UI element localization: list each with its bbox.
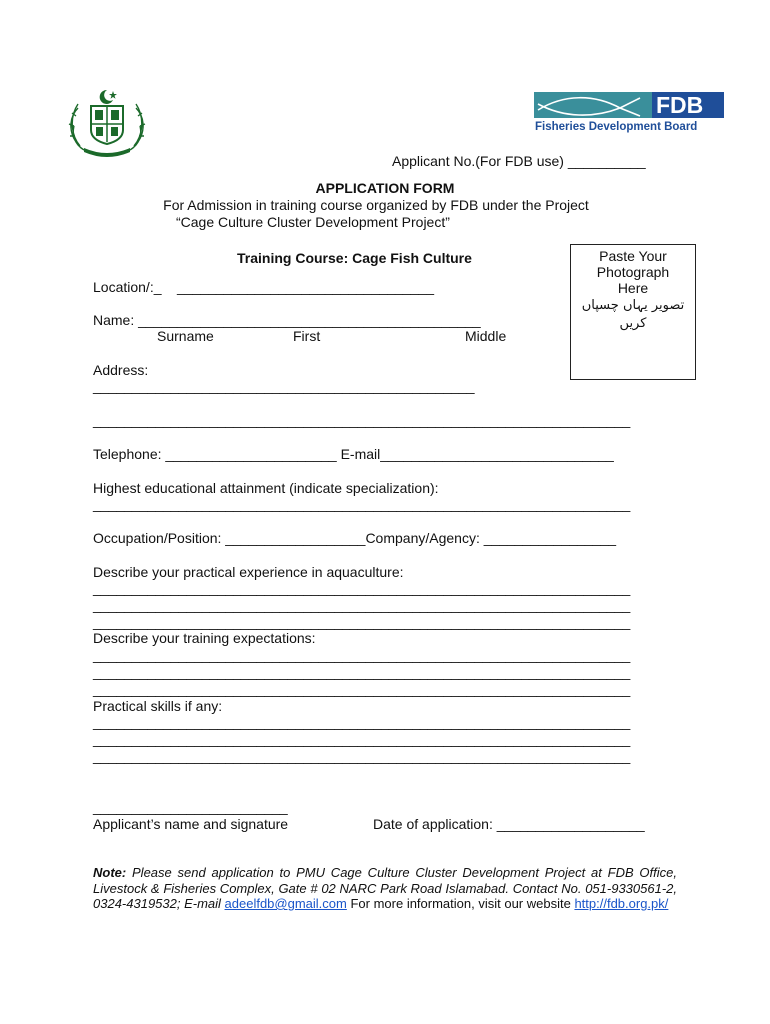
form-subtitle-line2: “Cage Culture Cluster Development Project” — [176, 214, 450, 230]
address-label: Address: — [93, 362, 149, 378]
form-subtitle-line1: For Admission in training course organized by FDB under the Project — [163, 197, 589, 213]
website-link[interactable]: http://fdb.org.pk/ — [574, 896, 669, 911]
expectations-line[interactable]: _____________________________________________________________________ — [93, 664, 631, 680]
address-line-1[interactable]: _________________________________________________ — [93, 378, 475, 394]
education-line[interactable]: _____________________________________________________________________ — [93, 496, 631, 512]
name-field[interactable]: Name: ____________________________________________ — [93, 312, 481, 328]
telephone-email-field[interactable]: Telephone: ______________________ E-mail______________________________ — [93, 446, 614, 462]
middle-name-label: Middle — [465, 328, 507, 344]
applicant-number: Applicant No.(For FDB use) __________ — [392, 153, 646, 169]
pakistan-state-emblem-icon — [66, 86, 148, 158]
photo-box-line2: Photograph — [596, 264, 670, 280]
signature-label: Applicant’s name and signature — [93, 816, 289, 832]
occupation-company-field[interactable]: Occupation/Position: __________________Company/Agency: _________________ — [93, 530, 617, 546]
skills-label: Practical skills if any: — [93, 698, 223, 714]
fdb-logo-text: FDB — [656, 92, 704, 118]
email-link[interactable]: adeelfdb@gmail.com — [224, 896, 347, 911]
photo-box-line1: Paste Your — [599, 248, 667, 264]
skills-line[interactable]: _____________________________________________________________________ — [93, 731, 631, 747]
first-name-label: First — [293, 328, 321, 344]
note-after-email: For more information, visit our website — [346, 896, 575, 911]
address-line-2[interactable]: _____________________________________________________________________ — [93, 412, 631, 428]
photo-box-urdu2: کریں — [619, 316, 647, 331]
expectations-line[interactable]: _____________________________________________________________________ — [93, 681, 631, 697]
surname-label: Surname — [157, 328, 214, 344]
fdb-logo — [534, 90, 726, 136]
experience-line[interactable]: _____________________________________________________________________ — [93, 614, 631, 630]
photo-box — [570, 244, 696, 380]
training-course: Training Course: Cage Fish Culture — [237, 250, 472, 266]
fdb-logo-subtitle: Fisheries Development Board — [535, 121, 698, 133]
form-title: APPLICATION FORM — [315, 180, 455, 196]
skills-line[interactable]: _____________________________________________________________________ — [93, 714, 631, 730]
note-label: Note: — [93, 865, 127, 880]
photo-box-urdu1: تصویر یہاں چسپاں — [581, 298, 685, 313]
note-text: Please send application to PMU Cage Culture Cluster Development Project at FDB Office, Livestock & Fisheries Complex, Gate # 02 NARC Park Road Islamabad. Contact No. 051-9330561-2, 0324-4319532; E-mail — [93, 865, 677, 911]
skills-line[interactable]: _____________________________________________________________________ — [93, 748, 631, 764]
signature-line[interactable]: _________________________ — [93, 799, 288, 815]
expectations-label: Describe your training expectations: — [93, 630, 316, 646]
education-label: Highest educational attainment (indicate specialization): — [93, 480, 439, 496]
date-of-application-field[interactable]: Date of application: ___________________ — [373, 816, 645, 832]
experience-line[interactable]: _____________________________________________________________________ — [93, 597, 631, 613]
photo-box-line3: Here — [617, 280, 649, 296]
experience-label: Describe your practical experience in aquaculture: — [93, 564, 404, 580]
note-paragraph — [93, 865, 677, 912]
expectations-line[interactable]: _____________________________________________________________________ — [93, 647, 631, 663]
experience-line[interactable]: _____________________________________________________________________ — [93, 580, 631, 596]
location-field[interactable]: Location/:_ _________________________________ — [93, 279, 434, 295]
